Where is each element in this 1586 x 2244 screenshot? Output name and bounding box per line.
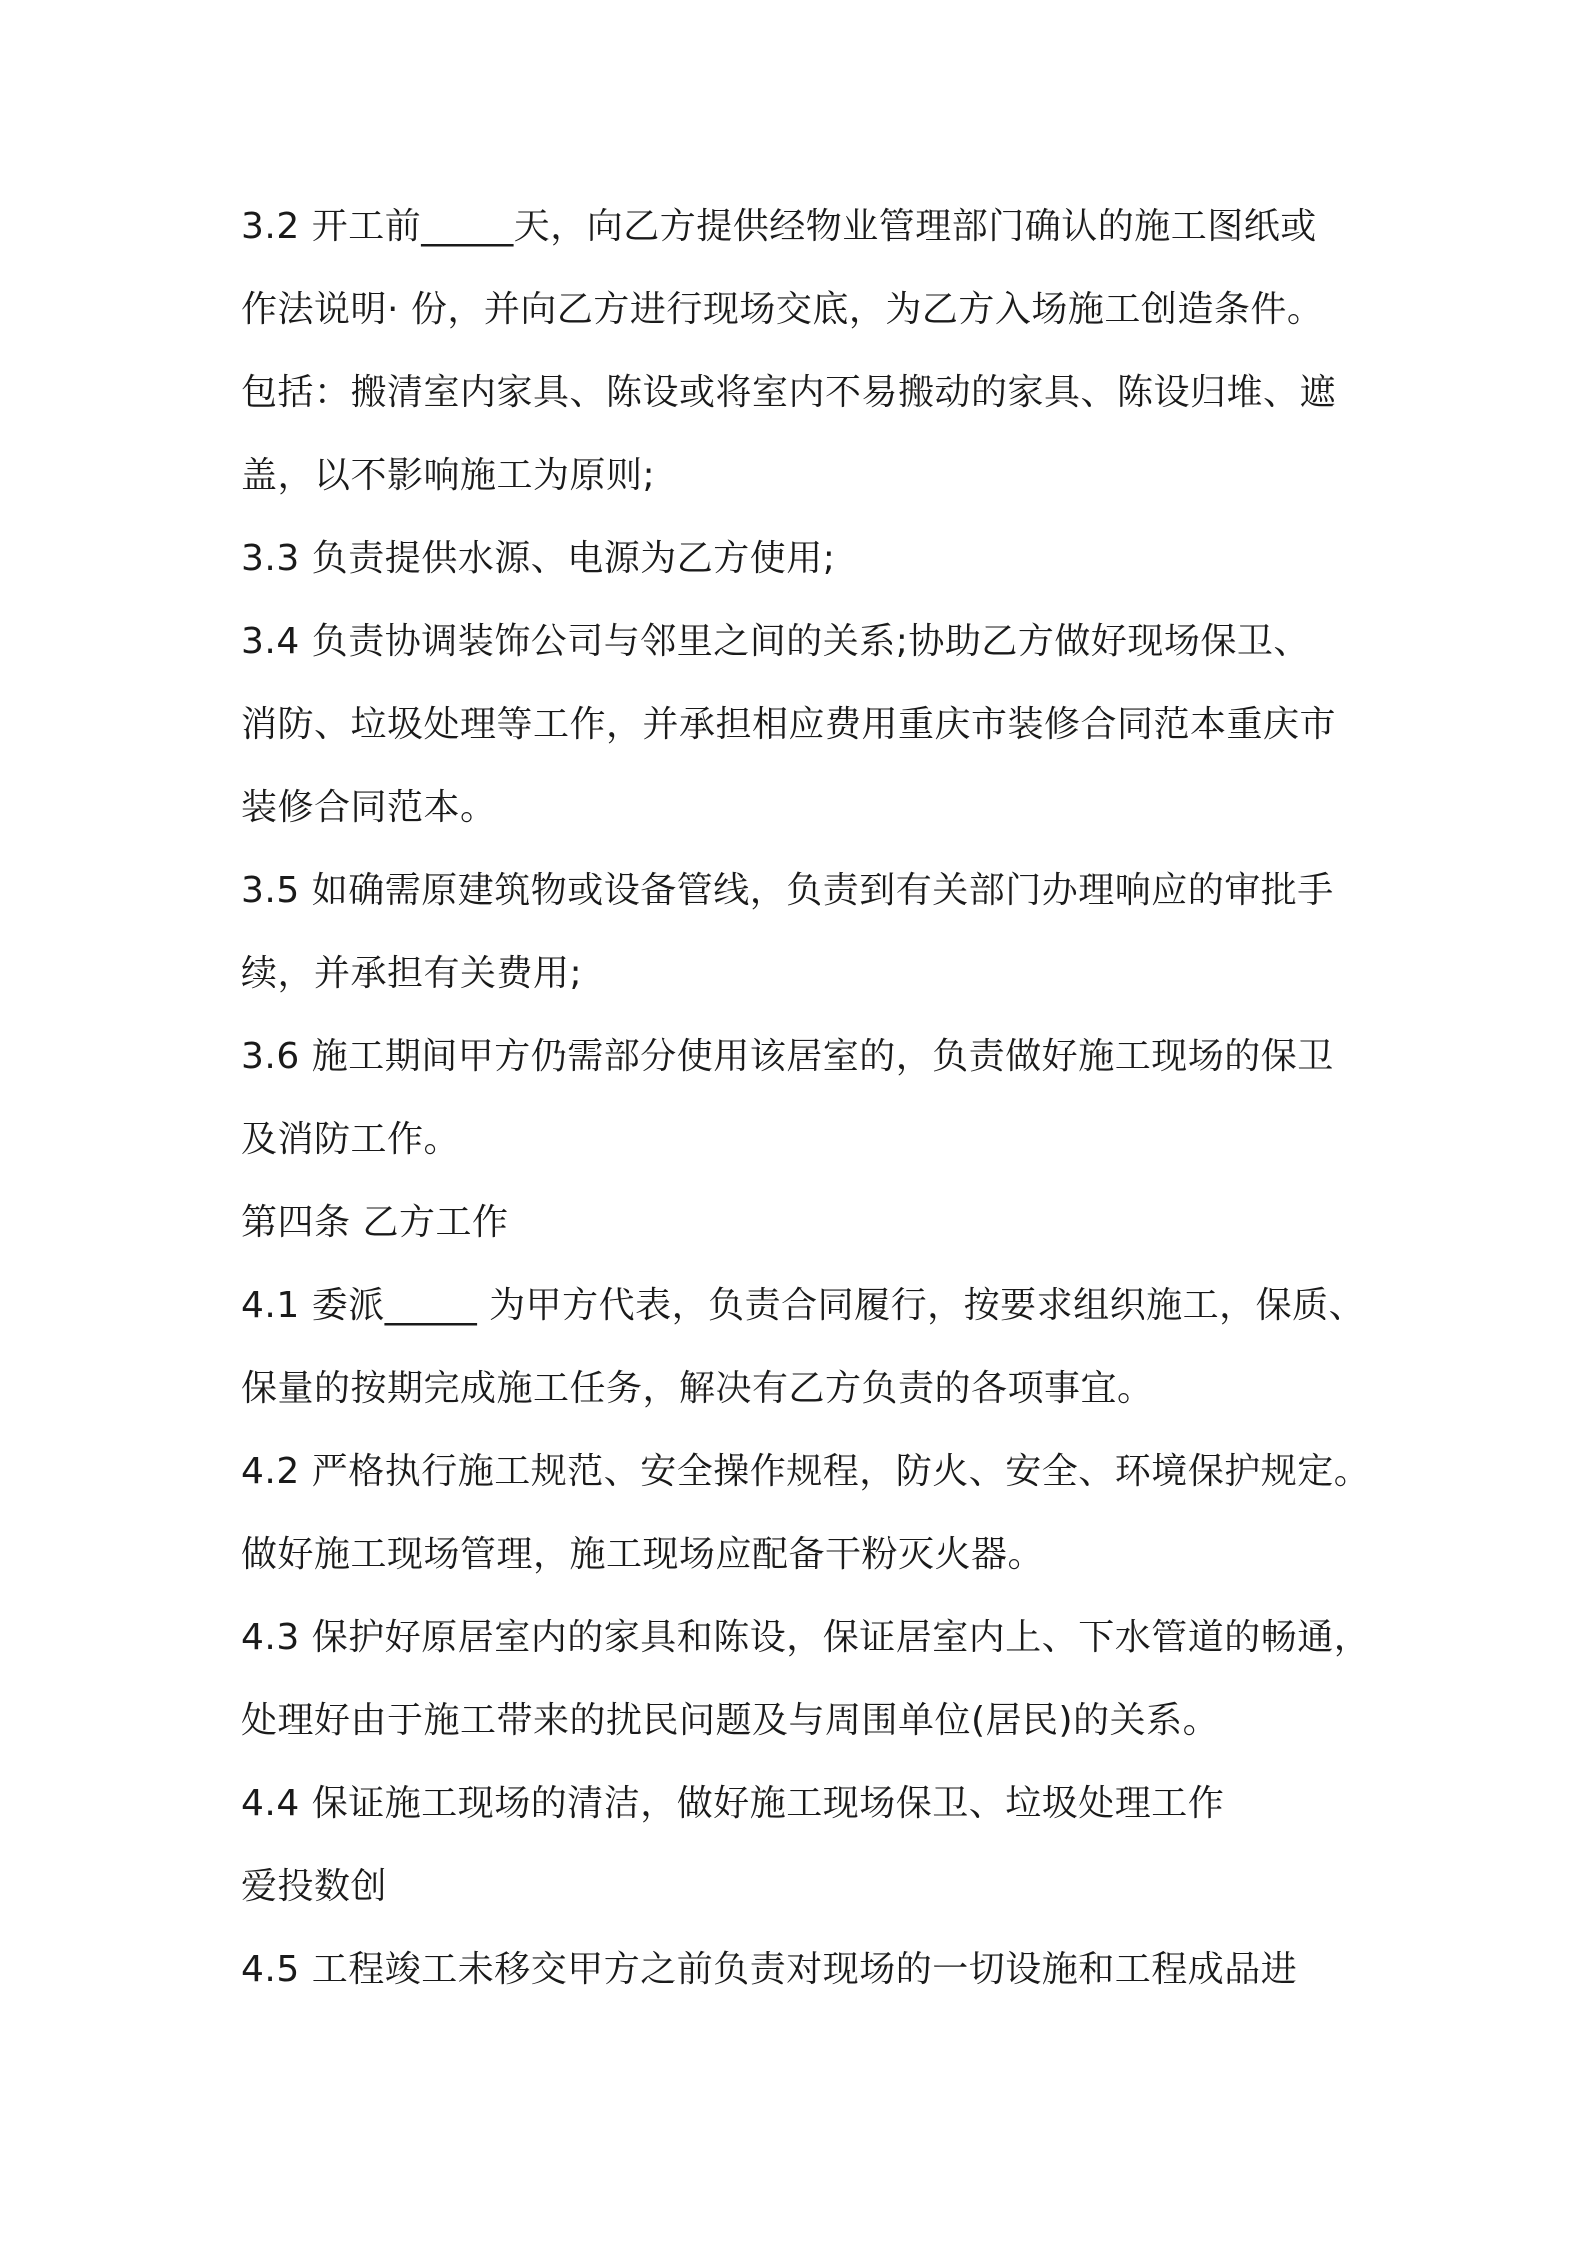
text-line-4-4: 4.4 保证施工现场的清洁，做好施工现场保卫、垃圾处理工作 bbox=[241, 1783, 1225, 1824]
text-line-3-2d: 盖，以不影响施工为原则; bbox=[241, 455, 656, 496]
text-line-3-3: 3.3 负责提供水源、电源为乙方使用; bbox=[241, 538, 836, 579]
text-line-3-2c: 包括：搬清室内家具、陈设或将室内不易搬动的家具、陈设归堆、遮 bbox=[241, 372, 1337, 413]
text-line-3-4c: 装修合同范本。 bbox=[241, 787, 497, 828]
text-line-3-4b: 消防、垃圾处理等工作，并承担相应费用重庆市装修合同范本重庆市 bbox=[241, 704, 1337, 745]
text-line-4-2a: 4.2 严格执行施工规范、安全操作规程，防火、安全、环境保护规定。 bbox=[241, 1451, 1371, 1492]
text-line-3-5b: 续，并承担有关费用; bbox=[241, 953, 583, 994]
text-line-3-6a: 3.6 施工期间甲方仍需部分使用该居室的，负责做好施工现场的保卫 bbox=[241, 1036, 1334, 1077]
text-line-3-4a: 3.4 负责协调装饰公司与邻里之间的关系;协助乙方做好现场保卫、 bbox=[241, 621, 1310, 662]
text-line-3-2b: 作法说明· 份，并向乙方进行现场交底，为乙方入场施工创造条件。 bbox=[241, 289, 1324, 330]
text-line-3-6b: 及消防工作。 bbox=[241, 1119, 461, 1160]
text-line-4-1a: 4.1 委派_____ 为甲方代表，负责合同履行，按要求组织施工，保质、 bbox=[241, 1285, 1366, 1326]
text-line-4-2b: 做好施工现场管理，施工现场应配备干粉灭火器。 bbox=[241, 1534, 1045, 1575]
text-line-3-2a: 3.2 开工前_____天，向乙方提供经物业管理部门确认的施工图纸或 bbox=[241, 206, 1317, 247]
section-heading-article-4: 第四条 乙方工作 bbox=[241, 1202, 509, 1243]
text-line-watermark: 爱投数创 bbox=[241, 1866, 388, 1907]
text-line-4-1b: 保量的按期完成施工任务，解决有乙方负责的各项事宜。 bbox=[241, 1368, 1154, 1409]
text-line-3-5a: 3.5 如确需原建筑物或设备管线，负责到有关部门办理响应的审批手 bbox=[241, 870, 1334, 911]
text-line-4-3a: 4.3 保护好原居室内的家具和陈设，保证居室内上、下水管道的畅通， bbox=[241, 1617, 1371, 1658]
text-line-4-5: 4.5 工程竣工未移交甲方之前负责对现场的一切设施和工程成品进 bbox=[241, 1949, 1298, 1990]
text-line-4-3b: 处理好由于施工带来的扰民问题及与周围单位(居民)的关系。 bbox=[241, 1700, 1220, 1741]
